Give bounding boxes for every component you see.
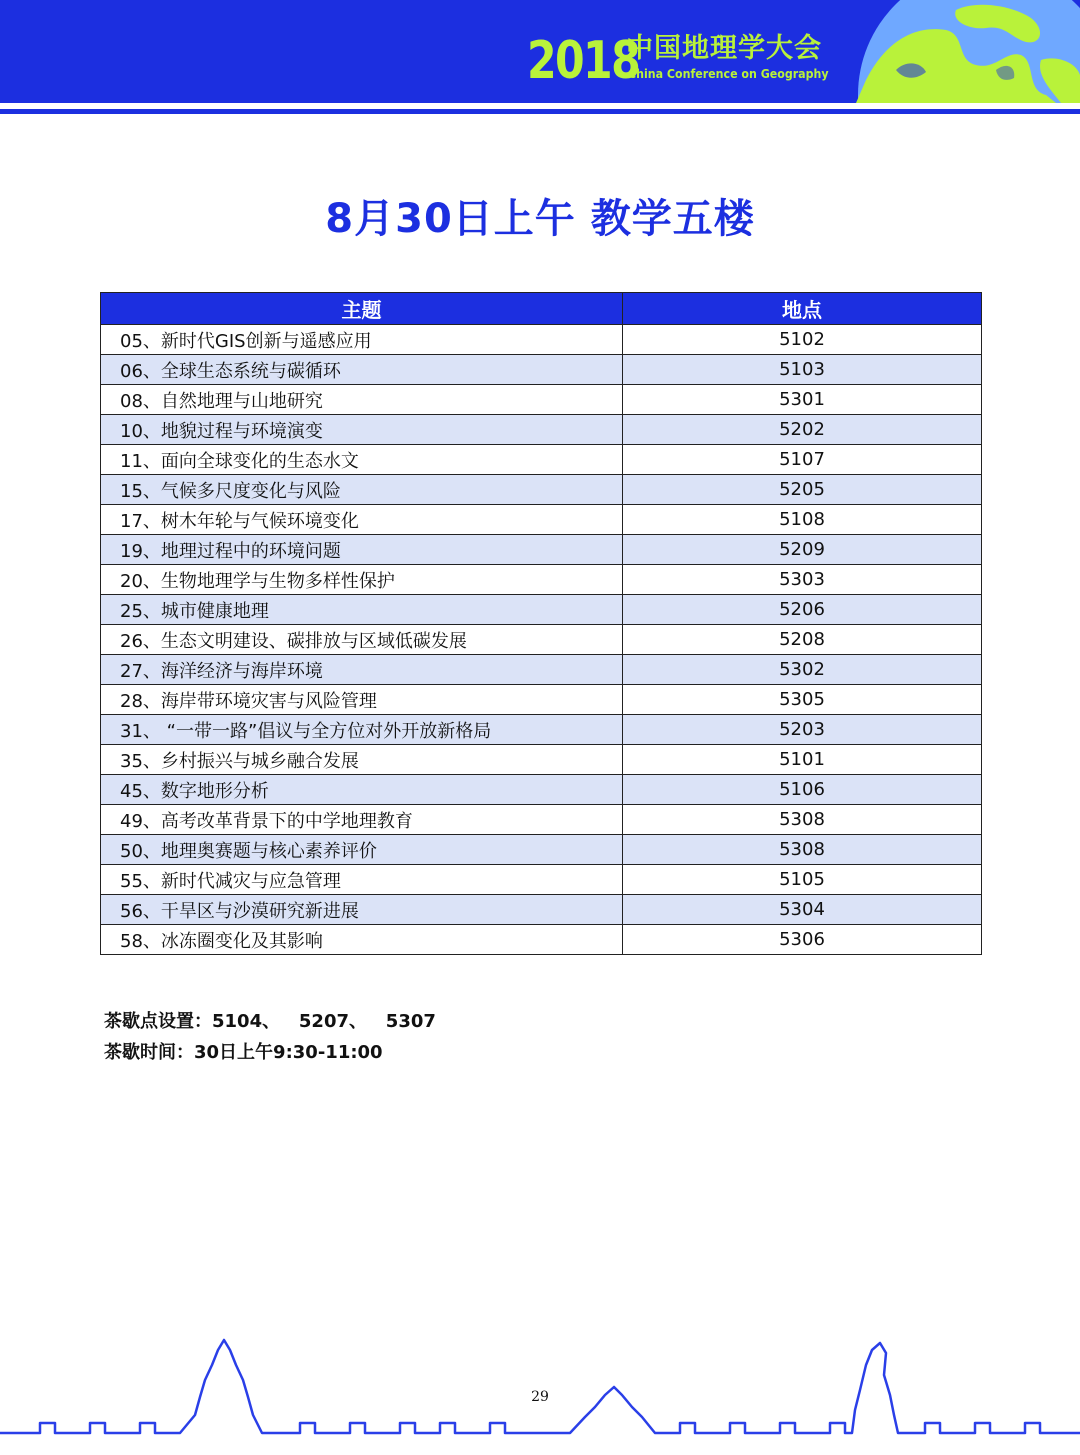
session-room: 5105 — [623, 865, 982, 895]
session-room: 5308 — [623, 805, 982, 835]
session-room: 5106 — [623, 775, 982, 805]
tea-break-time: 茶歇时间：30日上午9:30-11:00 — [104, 1042, 383, 1063]
table-row — [101, 835, 982, 865]
table-row — [101, 325, 982, 355]
session-room: 5302 — [623, 655, 982, 685]
session-topic: 45、数字地形分析 — [101, 775, 623, 805]
table-row — [101, 505, 982, 535]
session-room: 5208 — [623, 625, 982, 655]
session-room: 5206 — [623, 595, 982, 625]
session-room: 5303 — [623, 565, 982, 595]
page-number: 29 — [531, 1389, 549, 1405]
session-topic: 25、城市健康地理 — [101, 595, 623, 625]
table-row — [101, 865, 982, 895]
session-topic: 05、新时代GIS创新与遥感应用 — [101, 325, 623, 355]
table-body — [101, 325, 982, 955]
column-header-topic: 主题 — [101, 293, 623, 325]
session-room: 5205 — [623, 475, 982, 505]
table-row — [101, 415, 982, 445]
session-topic: 06、全球生态系统与碳循环 — [101, 355, 623, 385]
session-topic: 31、 “一带一路”倡议与全方位对外开放新格局 — [101, 715, 623, 745]
session-room: 5107 — [623, 445, 982, 475]
header-divider — [0, 109, 1080, 114]
session-topic: 58、冰冻圈变化及其影响 — [101, 925, 623, 955]
table-row — [101, 715, 982, 745]
sessions-table — [100, 292, 982, 955]
session-topic: 08、自然地理与山地研究 — [101, 385, 623, 415]
brand-name-en: China Conference on Geography — [628, 67, 829, 81]
session-room: 5209 — [623, 535, 982, 565]
table-row — [101, 355, 982, 385]
table-row — [101, 595, 982, 625]
session-room: 5301 — [623, 385, 982, 415]
table-row — [101, 625, 982, 655]
session-room: 5103 — [623, 355, 982, 385]
session-topic: 28、海岸带环境灾害与风险管理 — [101, 685, 623, 715]
globe-icon — [836, 0, 1080, 103]
session-room: 5101 — [623, 745, 982, 775]
brand-year: 2018 — [527, 31, 640, 91]
session-topic: 26、生态文明建设、碳排放与区域低碳发展 — [101, 625, 623, 655]
tea-break-locations: 茶歇点设置：5104、 5207、 5307 — [104, 1011, 436, 1032]
session-topic: 27、海洋经济与海岸环境 — [101, 655, 623, 685]
session-room: 5203 — [623, 715, 982, 745]
session-room: 5306 — [623, 925, 982, 955]
session-topic: 11、面向全球变化的生态水文 — [101, 445, 623, 475]
session-topic: 56、干旱区与沙漠研究新进展 — [101, 895, 623, 925]
session-topic: 15、气候多尺度变化与风险 — [101, 475, 623, 505]
table-row — [101, 895, 982, 925]
session-topic: 35、乡村振兴与城乡融合发展 — [101, 745, 623, 775]
table-row — [101, 475, 982, 505]
session-topic: 55、新时代减灾与应急管理 — [101, 865, 623, 895]
table-row — [101, 805, 982, 835]
session-topic: 50、地理奥赛题与核心素养评价 — [101, 835, 623, 865]
table-row — [101, 745, 982, 775]
table-row — [101, 925, 982, 955]
session-topic: 19、地理过程中的环境问题 — [101, 535, 623, 565]
table-header-row — [101, 293, 982, 325]
session-topic: 20、生物地理学与生物多样性保护 — [101, 565, 623, 595]
column-header-location: 地点 — [623, 293, 982, 325]
session-topic: 17、树木年轮与气候环境变化 — [101, 505, 623, 535]
session-room: 5304 — [623, 895, 982, 925]
header-banner — [0, 0, 1080, 103]
brand-name-cn: 中国地理学大会 — [626, 33, 822, 64]
session-room: 5102 — [623, 325, 982, 355]
page-title: 8月30日上午 教学五楼 — [325, 196, 755, 242]
session-room: 5308 — [623, 835, 982, 865]
table-row — [101, 445, 982, 475]
table-row — [101, 655, 982, 685]
session-room: 5202 — [623, 415, 982, 445]
table-row — [101, 385, 982, 415]
table-row — [101, 775, 982, 805]
session-topic: 49、高考改革背景下的中学地理教育 — [101, 805, 623, 835]
session-room: 5108 — [623, 505, 982, 535]
session-room: 5305 — [623, 685, 982, 715]
session-topic: 10、地貌过程与环境演变 — [101, 415, 623, 445]
table-row — [101, 565, 982, 595]
table-row — [101, 535, 982, 565]
table-row — [101, 685, 982, 715]
